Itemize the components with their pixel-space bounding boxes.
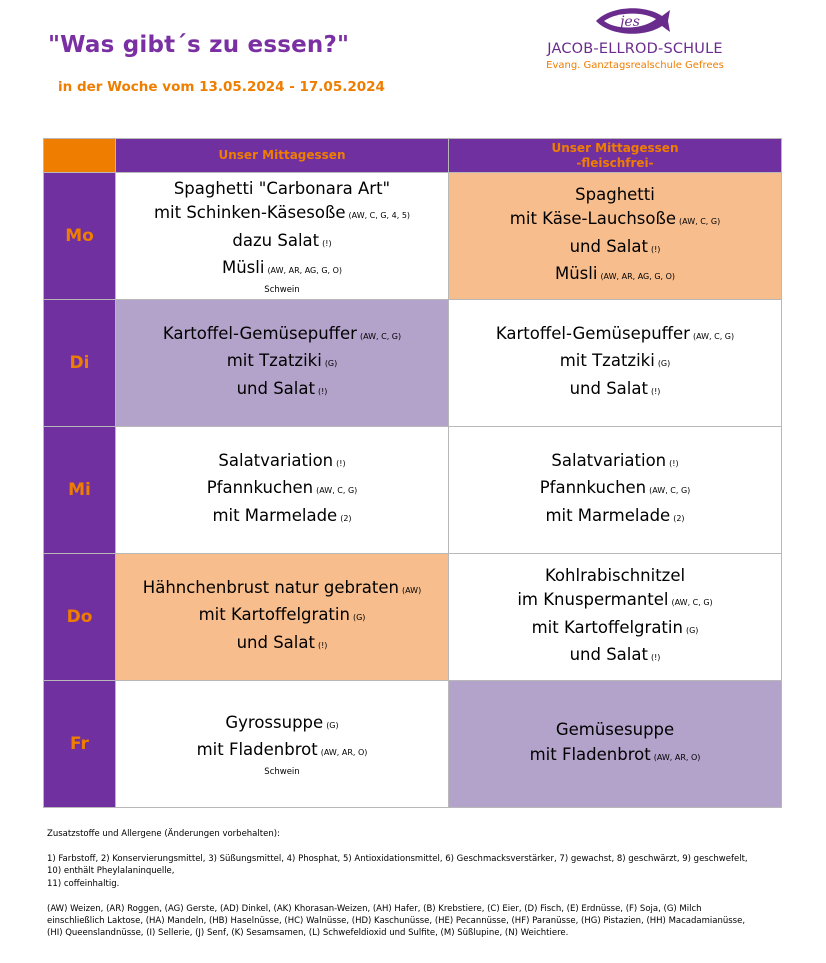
allergen-code: (AW, AR, AG, G, O): [600, 272, 676, 281]
additives-line: 11) coffeinhaltig.: [47, 878, 120, 889]
allergen-code: (AW, C, G): [671, 598, 713, 607]
additives-line: 10) enthält Pheylalaninquelle,: [47, 866, 175, 877]
dish-line: Gemüsesuppe: [555, 720, 675, 739]
school-logo: [540, 4, 730, 74]
allergen-code: (2): [673, 513, 685, 523]
allergen-code: (!): [650, 244, 661, 254]
dish-line: Salatvariation (!): [551, 450, 679, 470]
logo-mark-text: jes: [620, 14, 640, 30]
dish-line: Gyrossuppe (G): [225, 712, 339, 732]
dish-line: Hähnchenbrust natur gebraten (AW): [142, 577, 422, 597]
table-row-friday: [44, 681, 782, 808]
allergen-code: (AW, C, G): [649, 486, 691, 496]
allergen-code: (2): [340, 513, 352, 523]
menu-cell-regular: [116, 554, 449, 681]
day-label: Mo: [44, 173, 116, 300]
allergen-code: (!): [317, 640, 328, 650]
legend-heading: Zusatzstoffe und Allergene (Änderungen vorbehalten):: [47, 829, 280, 839]
school-subtitle: Evang. Ganztagsrealschule Gefrees: [546, 60, 724, 71]
dish-line: im Knuspermantel (AW, C, G): [517, 590, 713, 609]
allergen-code: (!): [336, 458, 346, 468]
dish-line: mit Marmelade (2): [545, 505, 685, 525]
header-vegetarian-menu: [449, 139, 782, 173]
allergen-code: (AW, C, G): [692, 331, 735, 341]
jes-fish-logo-icon: [592, 4, 672, 38]
dish-line: und Salat (!): [569, 236, 661, 256]
dish-line: mit Kartoffelgratin (G): [531, 617, 699, 637]
dish-line: Kohlrabischnitzel: [544, 565, 686, 585]
table-row-tuesday: [44, 300, 782, 427]
dish-line: mit Tzatziki (G): [559, 351, 671, 371]
meat-note: Schwein: [264, 766, 300, 777]
allergen-code: (!): [317, 386, 328, 396]
allergen-code: (!): [669, 458, 679, 468]
dish-line: und Salat (!): [236, 632, 328, 652]
day-label: Di: [44, 300, 116, 427]
dish-line: mit Fladenbrot (AW, AR, O): [196, 740, 368, 759]
header-vegetarian-sub: -fleischfrei-: [576, 155, 654, 170]
page-title: "Was gibt´s zu essen?": [48, 32, 350, 58]
dish-line: Spaghetti: [575, 184, 655, 204]
header-regular-label: Unser Mittagessen: [218, 148, 346, 162]
menu-cell-regular: [116, 173, 449, 300]
allergens-line: (HI) Queenslandnüsse, (I) Sellerie, (J) Senf, (K) Sesamsamen, (L) Schwefeldioxid und Sulfite, (M) Süßlupine, (N) Weichtiere.: [47, 928, 569, 939]
dish-line: Pfannkuchen (AW, C, G): [539, 478, 691, 498]
allergens-line: einschließlich Laktose, (HA) Mandeln, (HB) Haselnüsse, (HC) Walnüsse, (HD) Kaschunüsse, (HE) Pecannüsse, (HF) Paranüsse, (HG) Pistazien, (HH) Macadamianüsse,: [47, 916, 746, 927]
meat-note: Schwein: [264, 284, 300, 295]
dish-line: Müsli (AW, AR, AG, G, O): [221, 258, 343, 277]
menu-cell-vegetarian: [449, 300, 782, 427]
allergen-code: (AW, C, G): [359, 331, 402, 341]
table-row-wednesday: [44, 427, 782, 554]
dish-line: mit Käse-Lauchsoße (AW, C, G): [509, 209, 721, 228]
menu-cell-regular: [116, 427, 449, 554]
menu-cell-regular: [116, 300, 449, 427]
day-label: Mi: [44, 427, 116, 554]
dish-line: und Salat (!): [569, 645, 661, 664]
allergen-code: (G): [352, 613, 366, 623]
allergen-code: (G): [685, 625, 699, 635]
allergen-code: (AW, AR, O): [320, 748, 368, 757]
allergen-code: (G): [657, 359, 671, 369]
dish-line: mit Marmelade (2): [212, 505, 352, 525]
dish-line: Kartoffel-Gemüsepuffer (AW, C, G): [162, 323, 402, 343]
dish-line: und Salat (!): [569, 378, 661, 398]
day-label: Fr: [44, 681, 116, 808]
dish-line: mit Tzatziki (G): [226, 351, 338, 371]
allergen-code: (AW, C, G): [679, 217, 721, 226]
dish-line: Spaghetti "Carbonara Art": [173, 178, 391, 198]
allergen-code: (AW, AR, AG, G, O): [267, 266, 343, 275]
dish-line: dazu Salat (!): [232, 230, 332, 250]
week-range: in der Woche vom 13.05.2024 - 17.05.2024: [58, 79, 385, 95]
dish-line: Müsli (AW, AR, AG, G, O): [554, 264, 676, 283]
dish-line: und Salat (!): [236, 378, 328, 398]
table-row-thursday: [44, 554, 782, 681]
menu-cell-vegetarian: [449, 173, 782, 300]
header-vegetarian-label: Unser Mittagessen: [551, 140, 679, 155]
lunch-menu-table: [43, 138, 782, 808]
table-header-row: [44, 139, 782, 173]
allergen-code: (!): [322, 238, 332, 248]
header-corner: [44, 139, 116, 173]
allergen-code: (AW, C, G): [316, 486, 358, 496]
allergen-code: (G): [324, 359, 338, 369]
allergen-code: (AW, C, G, 4, 5): [348, 211, 411, 220]
dish-line: mit Fladenbrot (AW, AR, O): [529, 744, 701, 764]
menu-cell-vegetarian: [449, 681, 782, 808]
menu-cell-vegetarian: [449, 554, 782, 681]
dish-line: mit Kartoffelgratin (G): [198, 605, 366, 625]
allergen-code: (!): [650, 386, 661, 396]
allergen-code: (G): [326, 720, 339, 730]
allergen-legend: [47, 828, 787, 939]
header-regular-menu: [116, 139, 449, 173]
dish-line: Pfannkuchen (AW, C, G): [206, 478, 358, 498]
allergens-line: (AW) Weizen, (AR) Roggen, (AG) Gerste, (AD) Dinkel, (AK) Khorasan-Weizen, (AH) Hafer, (B) Krebstiere, (C) Eier, (D) Fisch, (E) Erdnüsse, (F) Soja, (G) Milch: [47, 903, 702, 914]
dish-line: Kartoffel-Gemüsepuffer (AW, C, G): [495, 323, 735, 343]
allergen-code: (AW, AR, O): [653, 752, 701, 762]
dish-line: mit Schinken-Käsesoße (AW, C, G, 4, 5): [153, 203, 411, 222]
school-name: JACOB-ELLROD-SCHULE: [547, 41, 723, 57]
day-label: Do: [44, 554, 116, 681]
dish-line: Salatvariation (!): [218, 450, 346, 470]
allergen-code: (!): [650, 653, 661, 662]
menu-cell-vegetarian: [449, 427, 782, 554]
table-row-monday: [44, 173, 782, 300]
additives-line: 1) Farbstoff, 2) Konservierungsmittel, 3) Süßungsmittel, 4) Phosphat, 5) Antioxidationsmittel, 6) Geschmacksverstärker, 7) gewachst, 8) geschwärzt, 9) geschwefelt,: [47, 854, 748, 865]
allergen-code: (AW): [402, 585, 422, 595]
menu-cell-regular: [116, 681, 449, 808]
